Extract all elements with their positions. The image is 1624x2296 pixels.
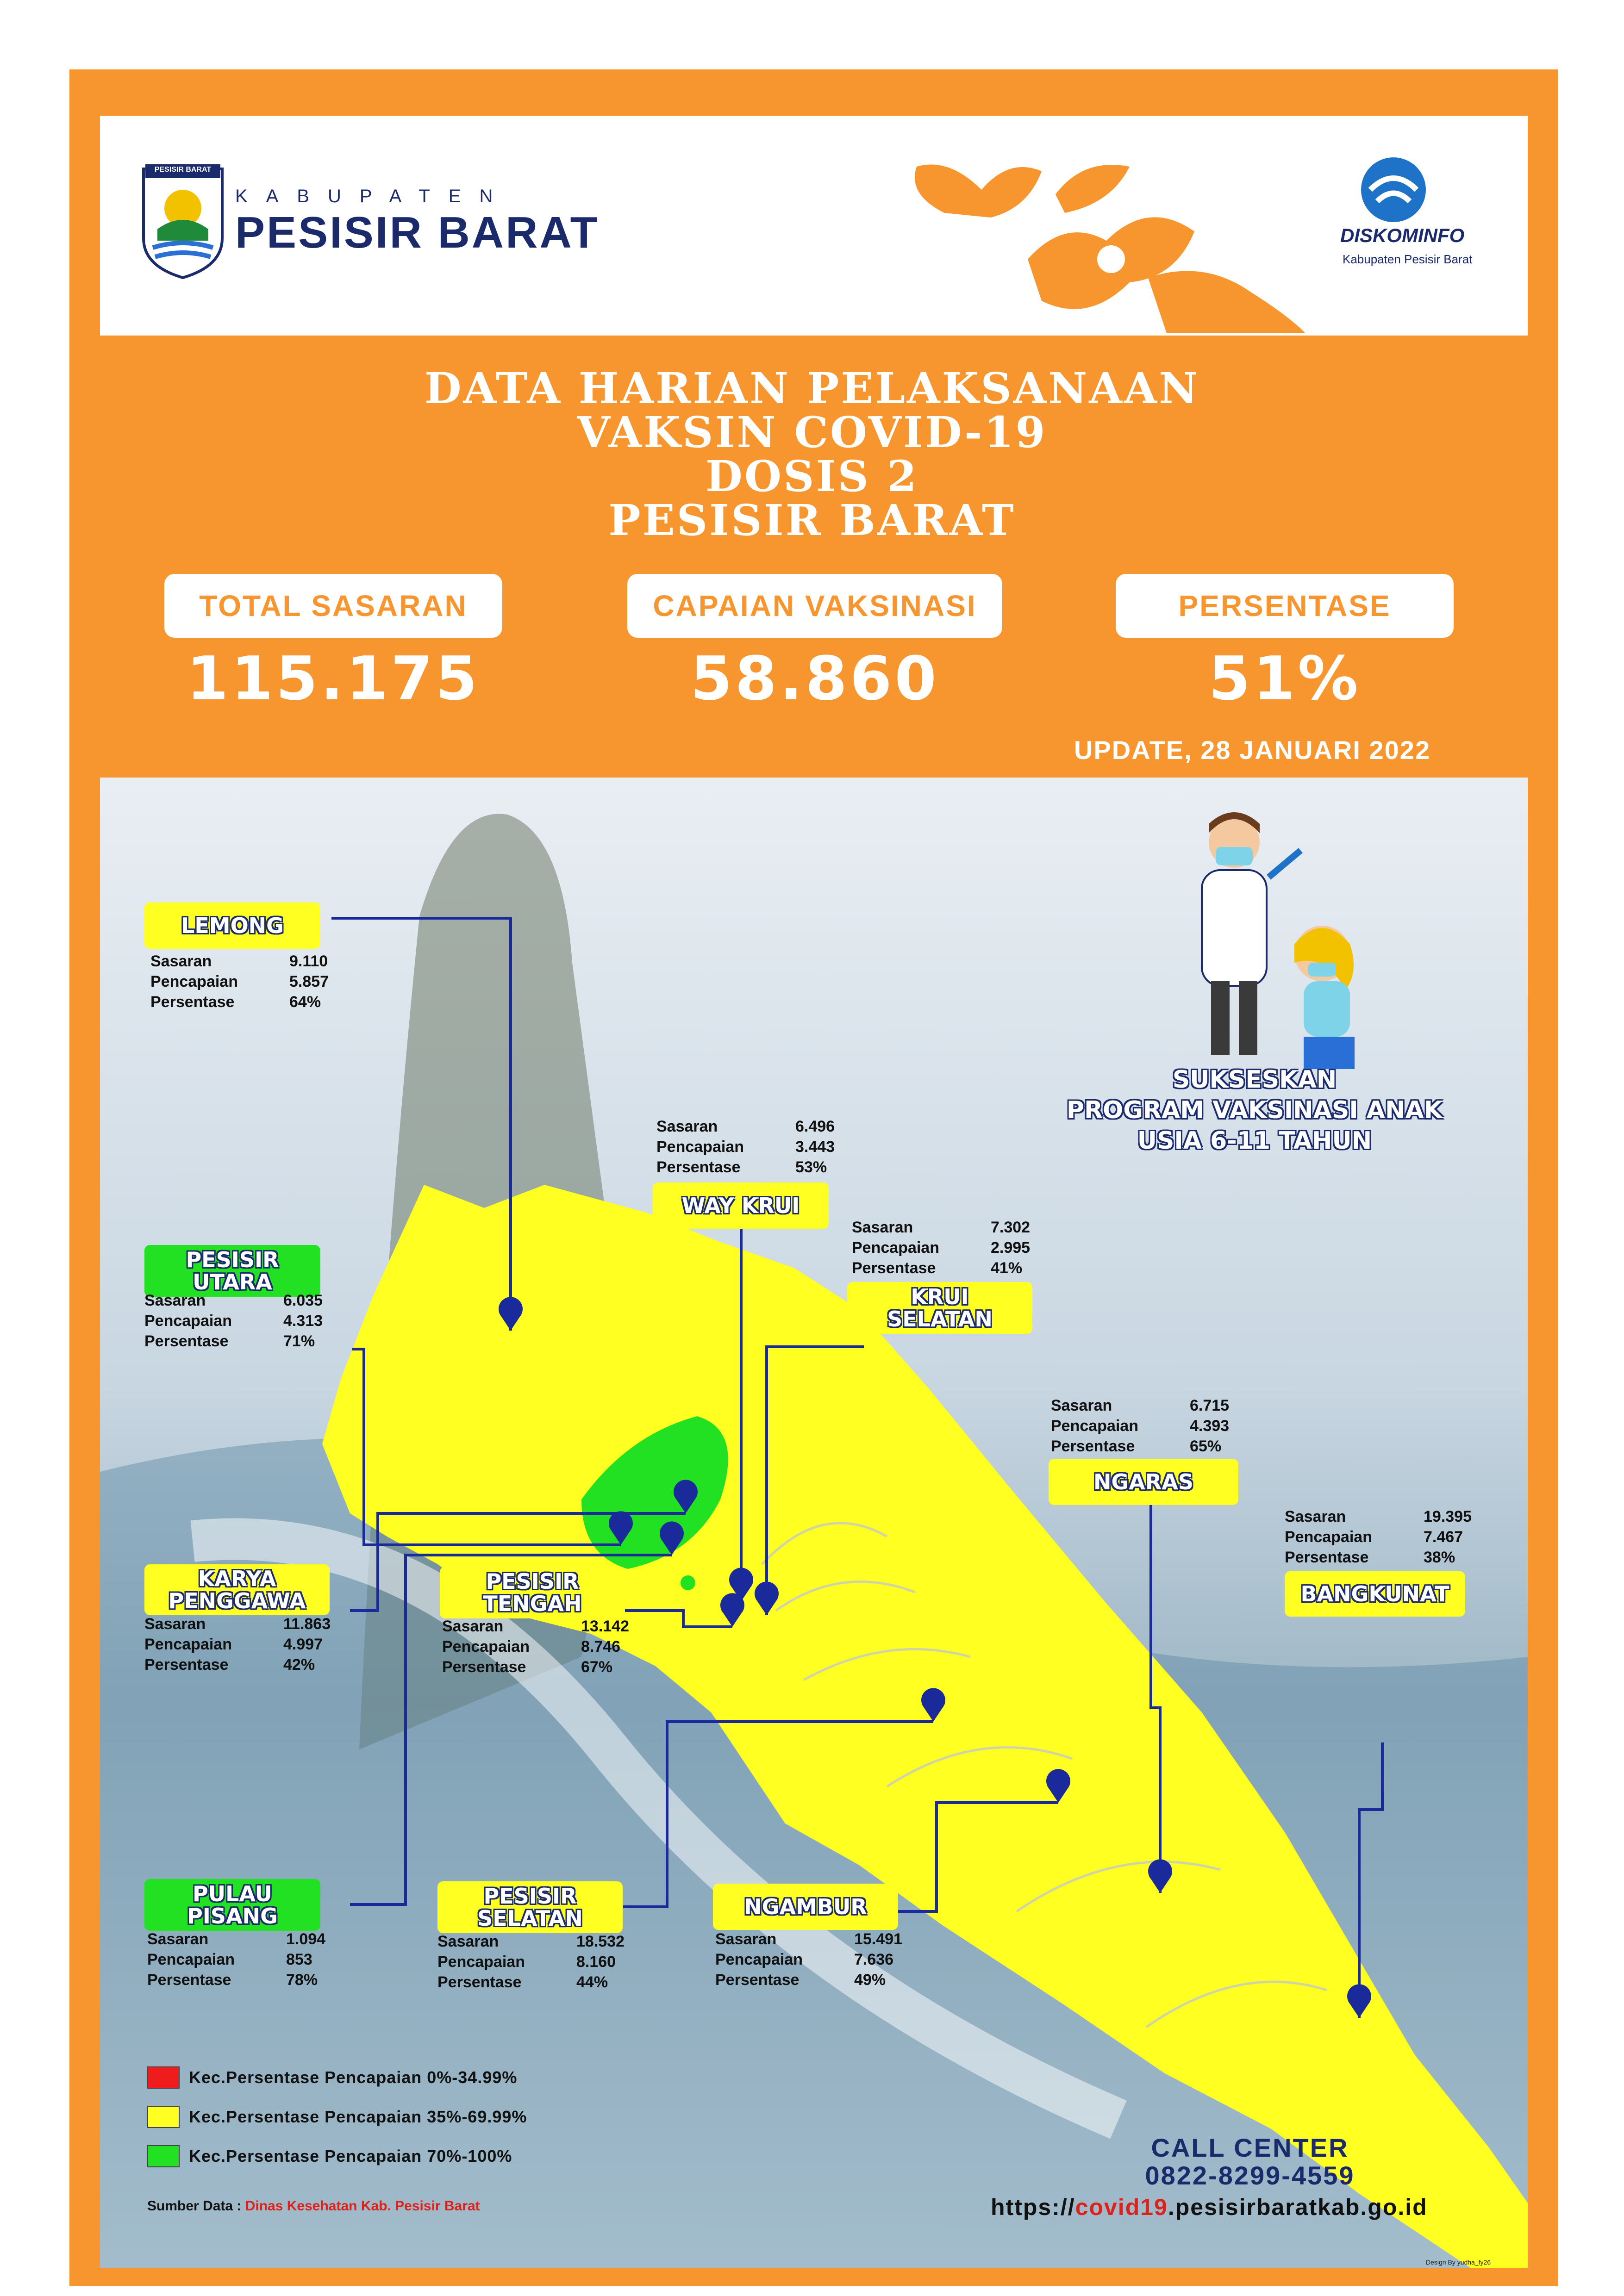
stat-persentase: 71% — [283, 1332, 315, 1350]
doctor-child-illustration — [1202, 812, 1355, 1069]
legend-label: Kec.Persentase Pencapaian 0%-34.99% — [189, 2068, 518, 2087]
district-stats-ngambur — [715, 1929, 902, 1990]
pulau-pisang-green-area — [681, 1575, 695, 1590]
call-center-url[interactable] — [991, 2194, 1428, 2221]
dept-name: DISKOMINFO — [1340, 224, 1465, 246]
district-stats-krui-selatan — [852, 1217, 1030, 1278]
persentase-label: PERSENTASE — [1116, 574, 1454, 638]
total-sasaran-value: 115.175 — [186, 643, 481, 714]
call-center-title: CALL CENTER — [1151, 2133, 1349, 2162]
stat-sasaran: 13.142 — [581, 1617, 629, 1635]
district-stats-pulau-pisang — [147, 1929, 325, 1990]
district-stats-pesisir-tengah — [442, 1616, 629, 1677]
stat-key: Persentase — [144, 1332, 229, 1350]
district-stats-karya-penggawa — [144, 1614, 331, 1675]
stat-persentase: 64% — [289, 993, 321, 1011]
total-sasaran-label: TOTAL SASARAN — [164, 574, 502, 638]
district-stats-way-krui — [656, 1116, 835, 1177]
stat-pencapaian: 7.467 — [1424, 1528, 1463, 1546]
district-label-ngaras: NGARAS — [1049, 1459, 1238, 1505]
stat-persentase: 65% — [1190, 1437, 1222, 1455]
stat-persentase: 78% — [286, 1971, 318, 1989]
stat-pencapaian: 2.995 — [991, 1238, 1031, 1257]
stat-key: Sasaran — [715, 1930, 777, 1948]
district-label-krui-selatan: KRUI SELATAN — [847, 1282, 1032, 1334]
district-stats-ngaras — [1051, 1395, 1229, 1456]
district-label-pesisir-utara: PESISIR UTARA — [144, 1245, 320, 1297]
update-date: UPDATE, 28 JANUARI 2022 — [1074, 735, 1431, 765]
promo-line-3: USIA 6-11 TAHUN — [1137, 1127, 1372, 1155]
legend-swatch-red — [147, 2066, 180, 2089]
stat-pencapaian: 4.997 — [283, 1635, 323, 1653]
kabupaten-label: KABUPATEN — [235, 186, 512, 206]
district-label-ngambur: NGAMBUR — [713, 1884, 898, 1930]
stat-key: Pencapaian — [1285, 1528, 1372, 1546]
stat-key: Sasaran — [144, 1615, 206, 1633]
stat-key: Persentase — [150, 993, 235, 1011]
design-credit: Design By yudha_fy26 — [1426, 2259, 1491, 2266]
legend-label: Kec.Persentase Pencapaian 35%-69.99% — [189, 2107, 527, 2126]
stat-key: Sasaran — [442, 1617, 504, 1635]
flower-ornament-icon — [889, 139, 1305, 338]
stat-key: Sasaran — [1285, 1507, 1346, 1525]
stat-key: Persentase — [144, 1655, 229, 1674]
stat-key: Persentase — [1285, 1548, 1369, 1566]
stat-sasaran: 6.496 — [795, 1117, 835, 1135]
stat-key: Pencapaian — [715, 1950, 803, 1968]
legend-swatch-green — [147, 2145, 180, 2167]
legend-item-high — [147, 2145, 512, 2167]
stat-key: Persentase — [442, 1658, 526, 1676]
stat-key: Pencapaian — [147, 1950, 235, 1968]
district-label-way-krui: WAY KRUI — [653, 1182, 829, 1229]
url-highlight: covid19 — [1075, 2194, 1168, 2220]
stat-pencapaian: 4.393 — [1190, 1417, 1230, 1435]
legend-label: Kec.Persentase Pencapaian 70%-100% — [189, 2147, 512, 2165]
stat-key: Pencapaian — [150, 972, 238, 990]
region-name: PESISIR BARAT — [235, 208, 600, 257]
stat-key: Pencapaian — [1051, 1417, 1138, 1435]
url-prefix: https:// — [991, 2194, 1075, 2220]
stat-key: Sasaran — [852, 1218, 913, 1236]
district-stats-lemong — [150, 951, 329, 1012]
source-note — [147, 2198, 480, 2214]
dept-subtitle: Kabupaten Pesisir Barat — [1343, 252, 1473, 266]
shield-emblem-icon — [139, 160, 227, 280]
stat-persentase: 44% — [576, 1973, 608, 1991]
capaian-vaksinasi-value: 58.860 — [690, 643, 939, 714]
district-stats-bangkunat — [1285, 1506, 1472, 1568]
district-label-karya-penggawa: KARYA PENGGAWA — [144, 1564, 330, 1615]
stat-pencapaian: 4.313 — [283, 1312, 323, 1330]
stat-key: Persentase — [437, 1973, 522, 1991]
stat-key: Pencapaian — [144, 1635, 232, 1653]
district-stats-pesisir-utara — [144, 1290, 323, 1351]
stat-pencapaian: 8.746 — [581, 1637, 621, 1655]
stat-key: Pencapaian — [437, 1953, 525, 1971]
district-label-pesisir-selatan: PESISIR SELATAN — [437, 1881, 623, 1933]
stat-key: Persentase — [715, 1971, 800, 1989]
stat-key: Pencapaian — [852, 1238, 939, 1257]
stat-key: Persentase — [656, 1158, 741, 1176]
stat-key: Pencapaian — [144, 1312, 232, 1330]
promo-text — [995, 1064, 1514, 1156]
stat-key: Sasaran — [656, 1117, 718, 1135]
stat-persentase: 42% — [283, 1655, 315, 1674]
stat-persentase: 41% — [991, 1259, 1023, 1277]
capaian-vaksinasi-label: CAPAIAN VAKSINASI — [627, 574, 1002, 638]
url-suffix: .pesisirbaratkab.go.id — [1168, 2194, 1428, 2220]
stat-persentase: 38% — [1424, 1548, 1455, 1566]
stat-pencapaian: 8.160 — [576, 1953, 616, 1971]
stat-sasaran: 15.491 — [854, 1930, 902, 1948]
stat-key: Sasaran — [144, 1291, 206, 1309]
stat-key: Sasaran — [437, 1932, 499, 1950]
legend-item-low — [147, 2066, 517, 2089]
stat-pencapaian: 853 — [286, 1950, 312, 1968]
stat-sasaran: 19.395 — [1424, 1507, 1472, 1525]
stat-key: Persentase — [147, 1971, 231, 1989]
legend-swatch-yellow — [147, 2106, 180, 2128]
district-label-bangkunat: BANGKUNAT — [1285, 1571, 1465, 1617]
stat-pencapaian: 5.857 — [289, 972, 329, 990]
stat-persentase: 53% — [795, 1158, 827, 1176]
title-line-2: VAKSIN COVID-19 — [577, 407, 1047, 457]
stat-sasaran: 7.302 — [991, 1218, 1031, 1236]
district-label-pesisir-tengah: PESISIR TENGAH — [440, 1567, 625, 1618]
stat-sasaran: 6.715 — [1190, 1396, 1230, 1414]
promo-line-1: SUKSESKAN — [1172, 1066, 1337, 1094]
stat-persentase: 49% — [854, 1971, 886, 1989]
stat-sasaran: 9.110 — [289, 952, 328, 970]
stat-key: Sasaran — [147, 1930, 209, 1948]
stat-key: Sasaran — [1051, 1396, 1112, 1414]
stat-sasaran: 11.863 — [283, 1615, 331, 1633]
stat-key: Persentase — [852, 1259, 936, 1277]
stat-key: Pencapaian — [656, 1138, 744, 1156]
legend-item-mid — [147, 2106, 527, 2128]
stat-sasaran: 18.532 — [576, 1932, 625, 1950]
district-stats-pesisir-selatan — [437, 1931, 625, 1992]
title-line-4: PESISIR BARAT — [608, 495, 1016, 545]
stat-pencapaian: 3.443 — [795, 1138, 835, 1156]
stat-key: Persentase — [1051, 1437, 1135, 1455]
stat-key: Sasaran — [150, 952, 212, 970]
stat-pencapaian: 7.636 — [854, 1950, 894, 1968]
promo-line-2: PROGRAM VAKSINASI ANAK — [1066, 1096, 1443, 1124]
title-line-3: DOSIS 2 — [706, 451, 918, 501]
stat-sasaran: 6.035 — [283, 1291, 323, 1309]
shield-caption: PESISIR BARAT — [154, 166, 212, 174]
source-label: Sumber Data : — [147, 2198, 242, 2214]
stat-persentase: 67% — [581, 1658, 613, 1676]
source-value: Dinas Kesehatan Kab. Pesisir Barat — [245, 2198, 480, 2214]
district-label-lemong: LEMONG — [144, 902, 320, 949]
persentase-value: 51% — [1208, 643, 1361, 714]
district-label-pulau-pisang: PULAU PISANG — [144, 1879, 320, 1931]
stat-key: Pencapaian — [442, 1637, 530, 1655]
call-center-phone: 0822-8299-4559 — [1145, 2161, 1355, 2190]
title-line-1: DATA HARIAN PELAKSANAAN — [424, 363, 1200, 413]
stat-sasaran: 1.094 — [286, 1930, 326, 1948]
